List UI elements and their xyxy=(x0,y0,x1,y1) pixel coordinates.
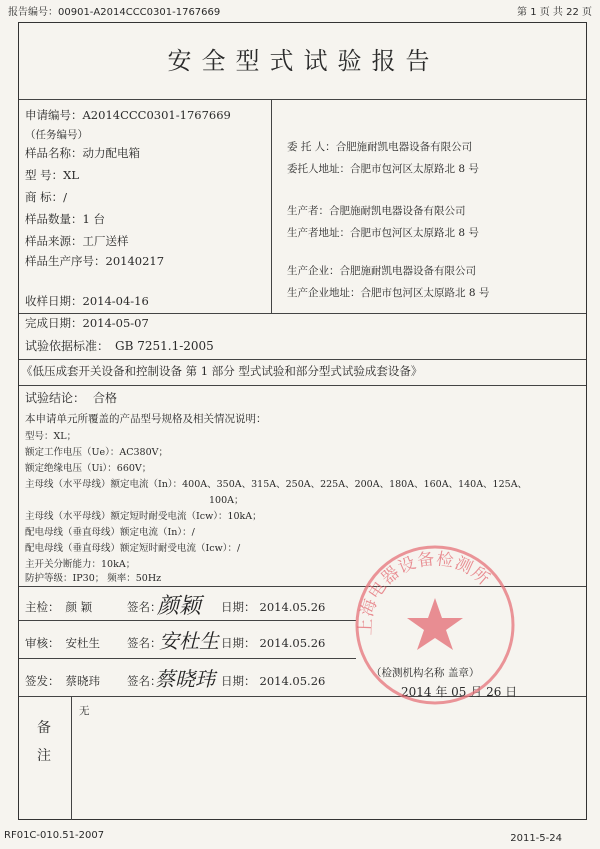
producer-address-label: 生产者地址： xyxy=(287,227,350,239)
form-number: RF01C-010.51-2007 xyxy=(4,830,105,841)
spec-rated-voltage: 额定工作电压（Ue）：AC380V； xyxy=(25,447,169,458)
form-date: 2011-5-24 xyxy=(510,833,562,844)
factory-address: 合肥市包河区太原路北 8 号 xyxy=(360,287,490,299)
divider-standard xyxy=(19,359,586,360)
received-date: 2014-04-16 xyxy=(82,294,149,308)
spec-model: 型号：XL； xyxy=(25,431,77,442)
handwritten-signature: 安杜生 xyxy=(159,629,219,653)
quantity: 1 台 xyxy=(82,212,105,226)
divider-vertical-remarks xyxy=(71,696,72,820)
date-label: 日期： xyxy=(221,636,256,650)
report-title: 安全型式试验报告 xyxy=(167,47,440,75)
divider-dates xyxy=(19,313,586,314)
report-number: 报告编号：00901-A2014CCC0301-1767669 xyxy=(8,7,221,18)
role-label: 签发： xyxy=(25,674,60,688)
trademark-label: 商 标： xyxy=(25,190,64,204)
spec-dist-bus-current: 配电母线（垂直母线）额定电流（In）：/ xyxy=(25,527,195,538)
date-label: 日期： xyxy=(221,674,256,688)
handwritten-signature: 颜颖 xyxy=(157,594,202,619)
spec-dist-bus-icw: 配电母线（垂直母线）额定短时耐受电流（Icw）：/ xyxy=(25,543,241,554)
application-no-label: 申请编号： xyxy=(25,108,83,122)
source: 工厂送样 xyxy=(82,234,129,248)
producer-label: 生产者： xyxy=(287,205,329,217)
page-info: 第 1 页 共 22 页 xyxy=(517,7,592,18)
model: XL xyxy=(63,168,79,182)
signer-name: 安杜生 xyxy=(65,636,100,650)
client-label: 委 托 人： xyxy=(287,141,336,153)
seal-date: 2014 年 05 月 26 日 xyxy=(401,685,518,699)
completed-date: 2014-05-07 xyxy=(82,316,149,330)
trademark: / xyxy=(63,190,68,204)
sign-date: 2014.05.26 xyxy=(259,600,326,614)
date-label: 日期： xyxy=(221,600,256,614)
sign-date: 2014.05.26 xyxy=(259,636,326,650)
remarks-label-2: 注 xyxy=(37,748,51,764)
standard-name: 《低压成套开关设备和控制设备 第 1 部分 型式试验和部分型式试验成套设备》 xyxy=(21,364,423,378)
model-label: 型 号： xyxy=(25,168,64,182)
standard-code: GB 7251.1-2005 xyxy=(115,339,214,353)
remarks-value: 无 xyxy=(79,705,90,717)
conclusion-intro: 本申请单元所覆盖的产品型号规格及相关情况说明： xyxy=(25,413,267,425)
divider-conclusion-header xyxy=(19,385,586,386)
factory: 合肥施耐凯电器设备有限公司 xyxy=(339,265,476,277)
spec-main-bus-icw: 主母线（水平母线）额定短时耐受电流（Icw）：10kA； xyxy=(25,511,262,522)
conclusion-label: 试验结论： xyxy=(25,391,86,405)
role-label: 主检： xyxy=(25,600,60,614)
divider-sign-1 xyxy=(19,620,356,621)
inspection-seal xyxy=(350,540,520,710)
remarks-label-1: 备 xyxy=(37,720,51,736)
spec-breaking-capacity: 主开关分断能力：10kA； xyxy=(25,559,136,570)
task-no-label: （任务编号） xyxy=(25,129,88,141)
factory-label: 生产企业： xyxy=(287,265,340,277)
client-address-label: 委托人地址： xyxy=(287,163,350,175)
conclusion-value: 合格 xyxy=(93,391,118,405)
handwritten-signature: 蔡晓玮 xyxy=(155,667,215,691)
source-label: 样品来源： xyxy=(25,234,83,248)
sign-label: 签名： xyxy=(127,600,162,614)
serial: 20140217 xyxy=(105,254,165,268)
quantity-label: 样品数量： xyxy=(25,212,83,226)
sign-label: 签名： xyxy=(127,674,162,688)
spec-protection-frequency: 防护等级：IP30； 频率：50Hz xyxy=(25,573,162,584)
spec-insulation-voltage: 额定绝缘电压（Ui）：660V； xyxy=(25,463,152,474)
sign-date: 2014.05.26 xyxy=(259,674,326,688)
signer-name: 颜 颖 xyxy=(65,600,93,614)
sample-name: 动力配电箱 xyxy=(82,146,140,160)
completed-label: 完成日期： xyxy=(25,316,83,330)
spec-main-bus-current-cont: 100A； xyxy=(209,495,244,506)
producer-address: 合肥市包河区太原路北 8 号 xyxy=(350,227,479,239)
divider-title xyxy=(19,99,586,100)
role-label: 审核： xyxy=(25,636,60,650)
sign-label: 签名： xyxy=(127,636,162,650)
sample-name-label: 样品名称： xyxy=(25,146,83,160)
spec-main-bus-current: 主母线（水平母线）额定电流（In）：400A、350A、315A、250A、225A、200A、180A、160A、140A、125A、 xyxy=(25,479,528,490)
application-no: A2014CCC0301-1767669 xyxy=(82,108,231,122)
seal-text: 上海电器设备检测所 xyxy=(355,549,494,636)
serial-label: 样品生产序号： xyxy=(25,254,106,268)
signer-name: 蔡晓玮 xyxy=(65,674,100,688)
standard-label: 试验依据标准： xyxy=(25,339,110,353)
divider-vertical-applicant xyxy=(271,99,272,313)
seal-caption: （检测机构名称 盖章） xyxy=(371,667,480,679)
factory-address-label: 生产企业地址： xyxy=(287,287,361,299)
client-address: 合肥市包河区太原路北 8 号 xyxy=(350,163,479,175)
client: 合肥施耐凯电器设备有限公司 xyxy=(335,141,473,153)
received-label: 收样日期： xyxy=(25,294,83,308)
divider-sign-2 xyxy=(19,658,356,659)
producer: 合肥施耐凯电器设备有限公司 xyxy=(329,205,466,217)
